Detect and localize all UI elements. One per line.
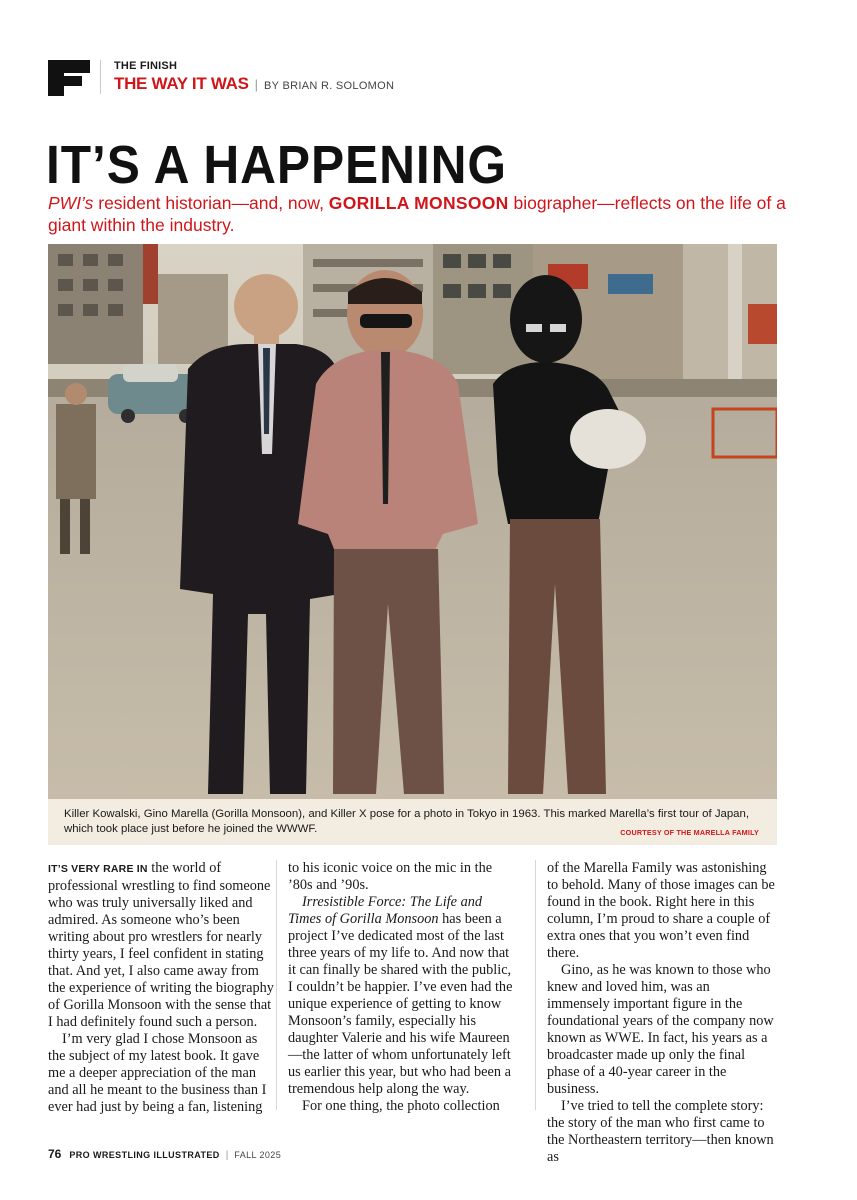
deck-text-2: biographer—reflects on the life of a giant within the industry. <box>48 193 786 235</box>
feature-photo <box>48 244 777 799</box>
body-column-3 <box>547 860 775 1166</box>
deck-subject: GORILLA MONSOON <box>328 193 509 213</box>
paragraph: Gino, as he was known to those who knew and loved him, was an immensely important figure in the foundational years of the company now known as WWE. In fact, his years as a broadcaster made up only the final phase of a 40-year career in the business. <box>547 962 774 1097</box>
paragraph: I’m very glad I chose Monsoon as the subject of my latest book. It gave me a deeper appreciation of the man and all he meant to the business than I ever had just by being a fan, listening <box>48 1031 267 1115</box>
body-column-1 <box>48 860 276 1116</box>
column-kicker <box>114 74 394 94</box>
lead-in: IT’S VERY RARE IN <box>48 863 148 875</box>
byline: BY BRIAN R. SOLOMON <box>264 80 395 92</box>
magazine-logo <box>48 60 90 96</box>
book-title: Irresistible Force: The Life and Times of Gorilla Monsoon <box>288 894 483 927</box>
paragraph <box>288 894 516 1098</box>
photo-caption: Killer Kowalski, Gino Marella (Gorilla Monsoon), and Killer X pose for a photo in Tokyo in 1963. This marked Marella’s first tour of Japan, which took place just before he joined the WWWF. <box>64 808 750 835</box>
magazine-name: PRO WRESTLING ILLUSTRATED <box>69 1150 220 1160</box>
paragraph: to his iconic voice on the mic in the ’80s and ’90s. <box>288 860 493 893</box>
deck <box>48 192 788 236</box>
column-divider <box>535 860 536 1110</box>
page-footer <box>48 1147 281 1161</box>
issue-date: FALL 2025 <box>234 1150 282 1160</box>
headline: IT’S A HAPPENING <box>46 135 507 195</box>
paragraph: I’ve tried to tell the complete story: the story of the man who first came to the Northeastern territory—then known as <box>547 1098 774 1165</box>
deck-text-1: resident historian—and, now, <box>93 193 329 213</box>
paragraph-text: has been a project I’ve dedicated most of the last three years of my life to. And now that it can finally be shared with the public, I couldn’t be happier. I’ve even had the unique experience of getting to know Monsoon’s family, especially his daughter Valerie and his wife Maureen—the latter of whom unfortunately left us earlier this year, but who had been a tremendous help along the way. <box>288 911 513 1097</box>
column-name: THE WAY IT WAS <box>114 74 249 93</box>
section-label: THE FINISH <box>114 60 178 72</box>
paragraph-text: the world of professional wrestling to find someone who was truly universally liked and admired. As someone who’s been writing about pro wrestlers for nearly thirty years, I feel confident in stating that. And yet, I also came away from the experience of writing the biography of Gorilla Monsoon with the sense that I had definitely found such a person. <box>48 860 274 1030</box>
header-divider <box>100 60 101 94</box>
photo-credit: COURTESY OF THE MARELLA FAMILY <box>620 828 759 837</box>
paragraph: of the Marella Family was astonishing to behold. Many of those images can be found in the book. Right here in this column, I’m proud to share a couple of extra ones that you won’t even find there. <box>547 860 775 961</box>
body-column-2 <box>288 860 516 1115</box>
footer-separator: | <box>225 1150 229 1161</box>
page-number: 76 <box>48 1147 62 1161</box>
column-divider <box>276 860 277 1110</box>
deck-publication: PWI’s <box>48 193 94 213</box>
kicker-separator: | <box>254 77 259 92</box>
paragraph: For one thing, the photo collection <box>302 1098 500 1114</box>
paragraph <box>48 860 276 1031</box>
